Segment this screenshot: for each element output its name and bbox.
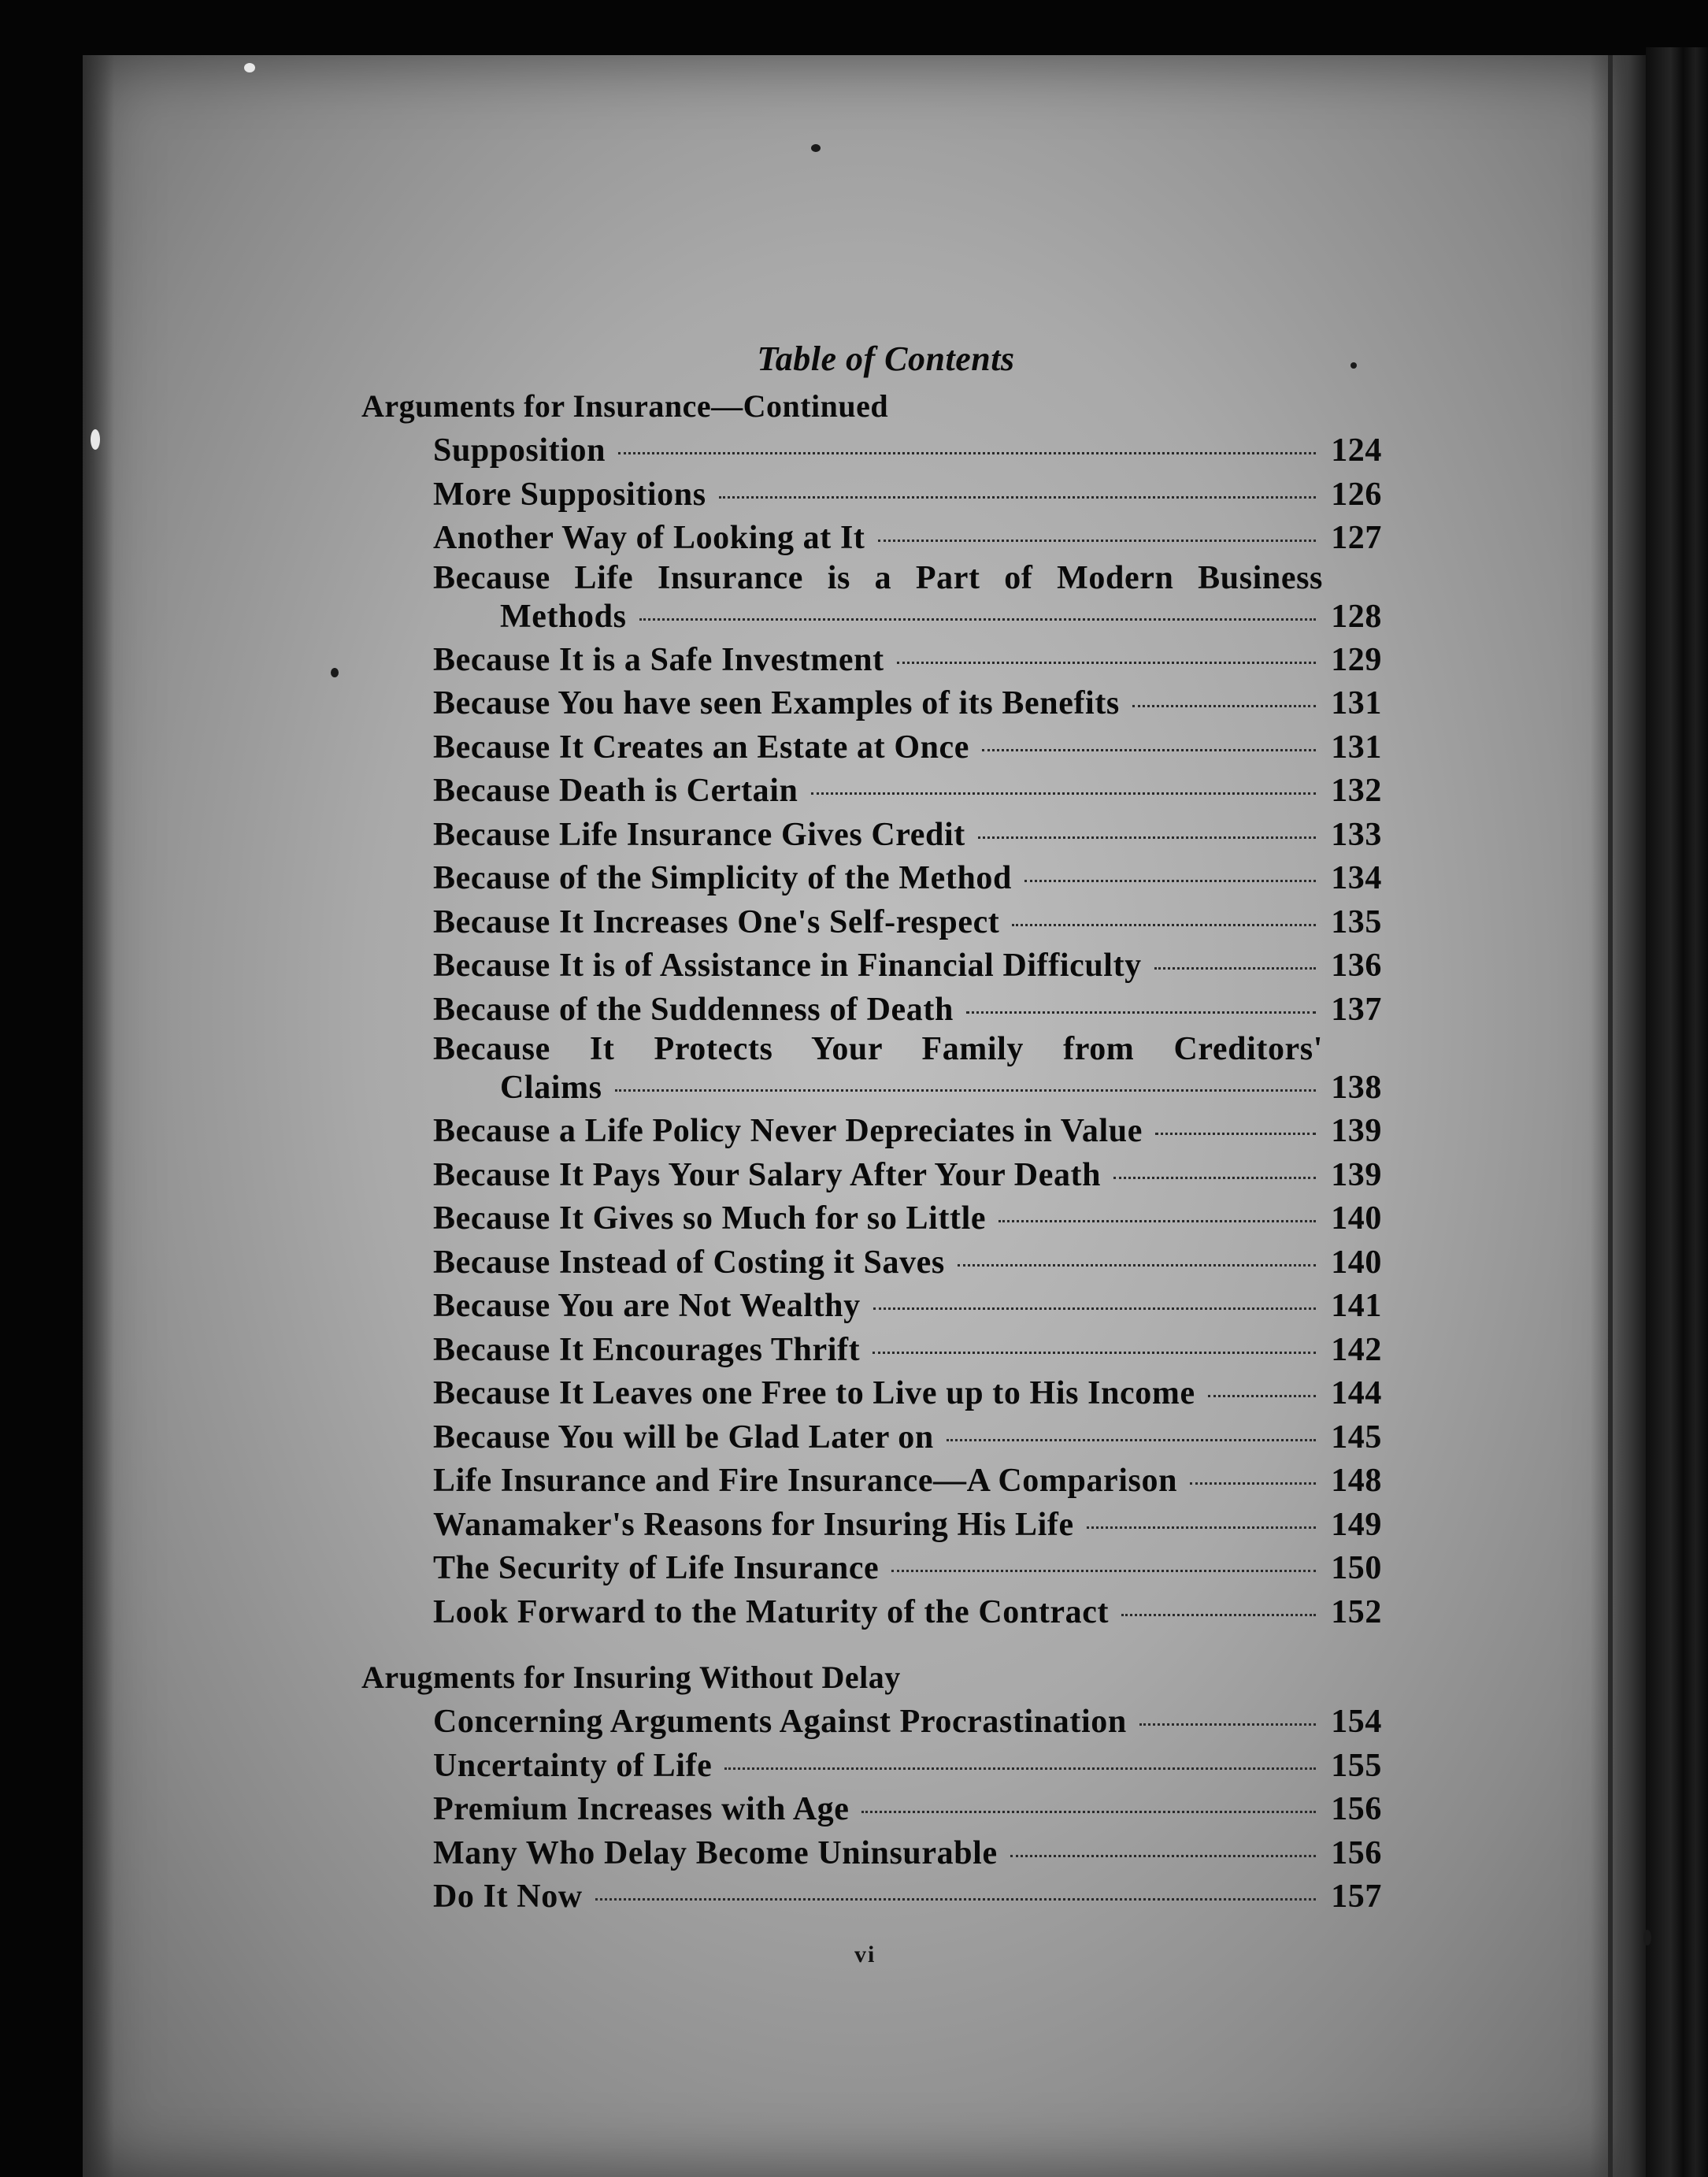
toc-entry — [358, 1154, 1382, 1198]
page-number: 150 — [1331, 1550, 1382, 1586]
toc-entry — [358, 473, 1382, 517]
entry-title: Wanamaker's Reasons for Insuring His Life — [433, 1506, 1074, 1543]
page-folio: vi — [854, 1941, 876, 1967]
page-number: 140 — [1331, 1200, 1382, 1237]
entry-title: Another Way of Looking at It — [433, 520, 865, 556]
toc-entry — [358, 1372, 1382, 1416]
toc-entry — [358, 561, 1382, 639]
toc-entry — [358, 1591, 1382, 1635]
entry-continuation — [433, 1066, 1382, 1110]
dot-leader — [1208, 1395, 1316, 1397]
toc-entry — [358, 1197, 1382, 1241]
page-number: 127 — [1331, 520, 1382, 556]
toc-entry — [358, 726, 1382, 770]
entry-title: Because of the Simplicity of the Method — [433, 860, 1012, 896]
dot-leader — [891, 1570, 1316, 1572]
entry-title: More Suppositions — [433, 476, 706, 513]
gutter-line — [1608, 55, 1613, 2177]
section-heading: Arguments for Insurance—Continued — [361, 388, 889, 424]
page-number: 144 — [1331, 1375, 1382, 1411]
page-number: 124 — [1331, 432, 1382, 469]
entry-title: Supposition — [433, 432, 606, 469]
dot-leader — [1155, 1133, 1316, 1135]
page-number: 126 — [1331, 476, 1382, 513]
page-number: 134 — [1331, 860, 1382, 896]
page-number: 139 — [1331, 1156, 1382, 1193]
page-number: 149 — [1331, 1506, 1382, 1543]
dot-leader — [639, 618, 1316, 621]
toc-entry — [358, 814, 1382, 858]
entry-title: Because It Gives so Much for so Little — [433, 1200, 987, 1237]
page-number: 157 — [1331, 1878, 1382, 1915]
toc-entry — [358, 429, 1382, 473]
page-number: 128 — [1331, 598, 1382, 635]
dot-leader — [1113, 1177, 1316, 1179]
page-number: 139 — [1331, 1113, 1382, 1149]
entry-title: Because of the Suddenness of Death — [433, 991, 954, 1028]
entry-title-continued: Claims — [500, 1070, 602, 1106]
page-number: 137 — [1331, 991, 1382, 1028]
page-number: 132 — [1331, 773, 1382, 809]
toc-entry — [358, 1459, 1382, 1504]
page-number: 145 — [1331, 1419, 1382, 1456]
toc-entry — [358, 988, 1382, 1033]
entry-title: Because It Pays Your Salary After Your Death — [433, 1156, 1102, 1193]
dot-leader — [1132, 705, 1316, 707]
page-number: 155 — [1331, 1747, 1382, 1784]
page-number: 135 — [1331, 903, 1382, 940]
dot-leader — [966, 1011, 1316, 1014]
entry-title: Many Who Delay Become Uninsurable — [433, 1834, 998, 1871]
entry-title: Because It Increases One's Self-respect — [433, 903, 1000, 940]
toc-entry — [358, 1416, 1382, 1460]
dot-leader — [1010, 1855, 1316, 1857]
page-number: 156 — [1331, 1791, 1382, 1827]
dot-leader — [861, 1811, 1316, 1813]
running-head: Table of Contents — [757, 339, 1015, 378]
scan-speck — [244, 63, 255, 72]
entry-title: Because You are Not Wealthy — [433, 1288, 861, 1324]
scan-speck — [331, 668, 339, 677]
toc-entry — [358, 857, 1382, 901]
dot-leader — [1154, 967, 1316, 970]
book-spine — [1646, 47, 1708, 2177]
page-shadow-right — [1591, 55, 1646, 2177]
toc-entry — [358, 1032, 1382, 1110]
section-heading: Arugments for Insuring Without Delay — [361, 1660, 901, 1695]
dot-leader — [615, 1089, 1316, 1092]
entry-title: Because It Encourages Thrift — [433, 1331, 861, 1368]
dot-leader — [1121, 1614, 1316, 1616]
dot-leader — [1190, 1482, 1316, 1485]
page-number: 141 — [1331, 1288, 1382, 1324]
entry-title: Do It Now — [433, 1878, 583, 1915]
page-number: 131 — [1331, 685, 1382, 721]
toc-entry — [358, 1832, 1382, 1876]
table-of-contents — [358, 335, 1382, 1919]
toc-entry — [358, 1745, 1382, 1789]
page-number: 152 — [1331, 1593, 1382, 1630]
dot-leader — [878, 540, 1317, 542]
dot-leader — [618, 452, 1316, 454]
dot-leader — [595, 1898, 1316, 1901]
dot-leader — [724, 1767, 1316, 1770]
page-number: 129 — [1331, 641, 1382, 678]
dot-leader — [1139, 1723, 1316, 1726]
page-number: 148 — [1331, 1463, 1382, 1499]
scan-speck — [1643, 1930, 1651, 1945]
page-number: 133 — [1331, 816, 1382, 853]
entry-title: Uncertainty of Life — [433, 1747, 713, 1784]
toc-entry — [358, 1285, 1382, 1329]
dot-leader — [947, 1439, 1316, 1441]
entry-title: Because Life Insurance Gives Credit — [433, 816, 965, 853]
entry-title: Concerning Arguments Against Procrastination — [433, 1704, 1127, 1740]
toc-entry — [358, 1110, 1382, 1154]
entry-title: Because It is of Assistance in Financial Difficulty — [433, 948, 1142, 984]
dot-leader — [978, 836, 1316, 839]
entry-title: Premium Increases with Age — [433, 1791, 850, 1827]
dot-leader — [1012, 924, 1316, 926]
entry-title: Look Forward to the Maturity of the Contract — [433, 1593, 1110, 1630]
entry-title: Because a Life Policy Never Depreciates in Value — [433, 1113, 1143, 1149]
entry-title: Because It Creates an Estate at Once — [433, 729, 970, 766]
toc-entry — [358, 1547, 1382, 1591]
toc-entry — [358, 1504, 1382, 1548]
entry-title: Because Death is Certain — [433, 773, 798, 809]
entry-title: Because Instead of Costing it Saves — [433, 1244, 945, 1281]
page-number: 156 — [1331, 1834, 1382, 1871]
toc-entry — [358, 901, 1382, 945]
entry-title: The Security of Life Insurance — [433, 1550, 880, 1586]
toc-entry — [358, 682, 1382, 726]
toc-entry — [358, 1875, 1382, 1919]
page-shadow-left — [83, 55, 114, 2177]
toc-entry — [358, 517, 1382, 561]
entry-title: Because It Protects Your Family from Creditors' — [433, 1031, 1323, 1067]
page-number: 138 — [1331, 1070, 1382, 1106]
dot-leader — [811, 792, 1316, 795]
entry-title: Because Life Insurance is a Part of Modern Business — [433, 559, 1323, 596]
toc-entry — [358, 1329, 1382, 1373]
toc-entry — [358, 1700, 1382, 1745]
dot-leader — [998, 1220, 1316, 1222]
dot-leader — [1024, 880, 1316, 882]
toc-entry — [358, 639, 1382, 683]
dot-leader — [719, 496, 1316, 499]
page-number: 136 — [1331, 948, 1382, 984]
toc-entry — [358, 770, 1382, 814]
toc-entry — [358, 1788, 1382, 1832]
entry-title: Because You will be Glad Later on — [433, 1419, 934, 1456]
dot-leader — [1087, 1526, 1316, 1529]
entry-title: Because It is a Safe Investment — [433, 641, 884, 678]
entry-title-continued: Methods — [500, 598, 627, 635]
toc-entry — [358, 1241, 1382, 1285]
dot-leader — [982, 749, 1316, 751]
entry-continuation — [433, 595, 1382, 639]
toc-entry — [358, 944, 1382, 988]
page-number: 142 — [1331, 1331, 1382, 1368]
page-number: 131 — [1331, 729, 1382, 766]
dot-leader — [958, 1264, 1316, 1267]
page-number: 154 — [1331, 1704, 1382, 1740]
entry-title: Because It Leaves one Free to Live up to His Income — [433, 1375, 1195, 1411]
entry-title: Life Insurance and Fire Insurance—A Comparison — [433, 1463, 1178, 1499]
dot-leader — [897, 662, 1316, 664]
entry-title: Because You have seen Examples of its Benefits — [433, 685, 1120, 721]
scan-speck — [91, 429, 100, 450]
scan-speck — [811, 144, 821, 152]
page-number: 140 — [1331, 1244, 1382, 1281]
dot-leader — [873, 1307, 1316, 1310]
dot-leader — [873, 1352, 1316, 1354]
